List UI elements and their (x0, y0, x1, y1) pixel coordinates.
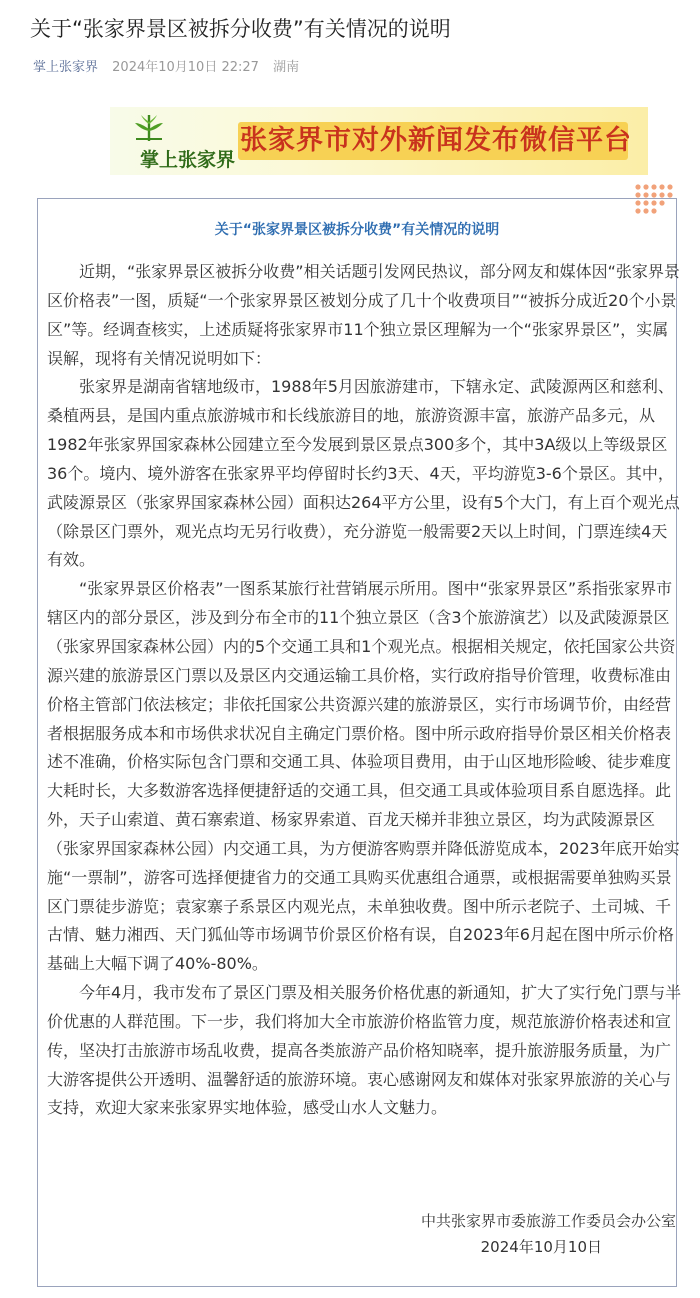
paragraph-intro: 近期，“张家界景区被拆分收费”相关话题引发网民热议，部分网友和媒体因“张家界景区价格表”一图，质疑“一个张家界景区被划分成了几十个收费项目”“被拆分成近20个小景区”等。经调查核实，上述质疑将张家界市11个独立景区理解为一个“张家界景区”，实属误解，现将有关情况说明如下： (47, 262, 680, 368)
account-name-link[interactable]: 掌上张家界 (33, 60, 99, 75)
signature-org: 中共张家界市委旅游工作委员会办公室 (420, 1212, 676, 1230)
banner-slogan: 张家界市对外新闻发布微信平台 (240, 125, 632, 156)
paragraph-background: 张家界是湖南省辖地级市，1988年5月因旅游建市，下辖永定、武陵源两区和慈利、桑植两县，是国内重点旅游城市和长线旅游目的地，旅游资源丰富，旅游产品多元，从1982年张家界国家森林公园建立至今发展到景区景点300多个，其中3A级以上等级景区36个。境内、境外游客在张家界平均停留时长约3天、4天，平均游览3-6个景区。其中，武陵源景区（张家界国家森林公园）面积达264平方公里，设有5个大门，有上百个观光点（除景区门票外，观光点均无另行收费），充分游览一般需要2天以上时间，门票连续4天有效。 (47, 377, 680, 570)
paragraph-next-steps: 今年4月，我市发布了景区门票及相关服务价格优惠的新通知，扩大了实行免门票与半价优惠的人群范围。下一步，我们将加大全市旅游价格监管力度，规范旅游价格表述和宣传，坚决打击旅游市场乱收费，提高各类旅游产品价格知晓率，提升旅游服务质量，为广大游客提供公开透明、温馨舒适的旅游环境。衷心感谢网友和媒体对张家界旅游的关心与支持，欢迎大家来张家界实地体验，感受山水人文魅力。 (47, 983, 682, 1118)
leaf-logo-icon (132, 113, 166, 143)
banner-logo-text: 掌上张家界 (140, 149, 236, 171)
signature-block (421, 1208, 676, 1260)
signature-date: 2024年10月10日 (480, 1238, 602, 1256)
article-meta (33, 58, 299, 78)
publish-datetime: 2024年10月10日 22:27 (112, 60, 259, 75)
banner-slogan-box (238, 122, 632, 160)
dots-decoration-icon (634, 183, 674, 215)
article-title: 关于“张家界景区被拆分收费”有关情况的说明 (30, 17, 451, 41)
header-banner (110, 107, 648, 175)
paragraph-price-explanation: “张家界景区价格表”一图系某旅行社营销展示所用。图中“张家界景区”系指张家界市辖区内的部分景区，涉及到分布全市的11个独立景区（含3个旅游演艺）以及武陵源景区（张家界国家森林公园）内的5个交通工具和1个观光点。根据相关规定，依托国家公共资源兴建的旅游景区门票以及景区内交通运输工具价格，实行政府指导价管理，收费标准由价格主管部门依法核定；非依托国家公共资源兴建的旅游景区，实行市场调节价，由经营者根据服务成本和市场供求状况自主确定门票价格。图中所示政府指导价景区相关价格表述不准确，价格实际包含门票和交通工具、体验项目费用，由于山区地形险峻、徒步难度大耗时长，大多数游客选择便捷舒适的交通工具，但交通工具或体验项目系自愿选择。此外，天子山索道、黄石寨索道、杨家界索道、百龙天梯并非独立景区，均为武陵源景区（张家界国家森林公园）内交通工具，为方便游客购票并降低游览成本，2023年底开始实施“一票制”，游客可选择便捷省力的交通工具购买优惠组合通票，或根据需要单独购买景区门票徒步游览；袁家寨子系景区内观光点，未单独收费。图中所示老院子、土司城、千古情、魅力湘西、天门狐仙等市场调节价景区价格有误，自2023年6月起在图中所示价格基础上大幅下调了40%-80%。 (47, 579, 680, 974)
publish-location: 湖南 (273, 60, 300, 75)
document-body (47, 258, 682, 1123)
document-heading: 关于“张家界景区被拆分收费”有关情况的说明 (214, 222, 500, 238)
